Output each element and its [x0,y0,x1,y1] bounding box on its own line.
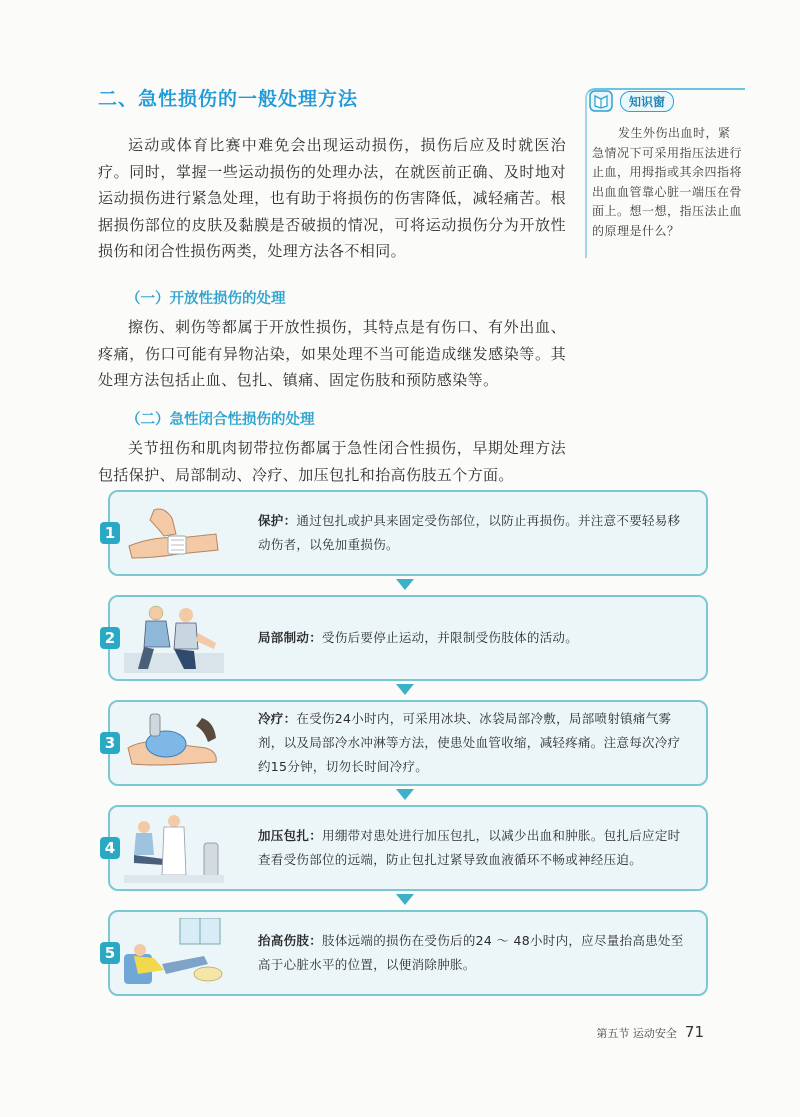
step-description: 用绷带对患处进行加压包扎，以减少出血和肿胀。包扎后应定时查看受伤部位的远端，防止包扎过紧导致血液循环不畅或神经压迫。 [258,828,681,867]
open-injury-text: 擦伤、刺伤等都属于开放性损伤，其特点是有伤口、有外出血、疼痛，伤口可能有异物沾染，如果处理不当可能造成继发感染等。其处理方法包括止血、包扎、镇痛、固定伤肢和预防感染等。 [98,318,566,389]
down-arrow-icon [396,789,414,800]
step-text [258,626,690,650]
step-text [258,824,690,872]
step-protection [104,490,708,576]
step-compression [104,805,708,891]
down-arrow-icon [396,684,414,695]
step-description: 受伤后要停止运动，并限制受伤肢体的活动。 [322,630,579,645]
step-number-badge: 4 [100,837,120,859]
step-number-badge: 2 [100,627,120,649]
wrist-bandage-illustration [124,498,224,568]
step-number-badge: 5 [100,942,120,964]
page-number: 71 [684,1023,704,1041]
step-number-badge: 1 [100,522,120,544]
step-label: 局部制动： [258,630,323,645]
closed-injury-title: （二）急性闭合性损伤的处理 [126,412,315,428]
step-label: 保护： [258,513,297,528]
step-number-badge: 3 [100,732,120,754]
closed-injury-text: 关节扭伤和肌肉韧带拉伤都属于急性闭合性损伤，早期处理方法包括保护、局部制动、冷疗、加压包扎和抬高伤肢五个方面。 [98,439,566,484]
knowledge-window-text: 发生外伤出血时，紧急情况下可采用指压法进行止血，用拇指或其余四指将出血血管靠心脏一端压在骨面上。想一想，指压法止血的原理是什么？ [592,126,743,238]
step-label: 冷疗： [258,711,297,726]
open-injury-title: （一）开放性损伤的处理 [126,291,286,307]
doctor-bandaging-illustration [124,813,224,883]
down-arrow-icon [396,894,414,905]
helping-injured-person-illustration [124,603,224,673]
page-footer [596,1023,704,1041]
step-immobilization [104,595,708,681]
step-label: 加压包扎： [258,828,323,843]
step-text [258,707,690,779]
intro-paragraph: 运动或体育比赛中难免会出现运动损伤，损伤后应及时就医治疗。同时，掌握一些运动损伤的处理办法，在就医前正确、及时地对运动损伤进行紧急处理，也有助于将损伤的伤害降低，减轻痛苦。根据损伤部位的皮肤及黏膜是否破损的情况，可将运动损伤分为开放性损伤和闭合性损伤两类，处理方法各不相同。 [98,136,566,260]
knowledge-window-title: 知识窗 [620,91,674,112]
step-cold-therapy [104,700,708,786]
elevated-leg-rest-illustration [124,918,224,988]
step-elevation [104,910,708,996]
ice-pack-foot-illustration [124,708,224,778]
step-description: 肢体远端的损伤在受伤后的24 ～ 48小时内，应尽量抬高患处至高于心脏水平的位置，以便消除肿胀。 [258,933,684,972]
step-description: 在受伤24小时内，可采用冰块、冰袋局部冷敷，局部喷射镇痛气雾剂，以及局部冷水冲淋等方法，使患处血管收缩，减轻疼痛。注意每次冷疗约15分钟，切勿长时间冷疗。 [258,711,681,774]
section-title: 二、急性损伤的一般处理方法 [98,88,359,110]
footer-section-label: 第五节 运动安全 [596,1027,677,1040]
book-icon [588,90,614,112]
step-description: 通过包扎或护具来固定受伤部位，以防止再损伤。并注意不要轻易移动伤者，以免加重损伤。 [258,513,681,552]
step-text [258,929,690,977]
down-arrow-icon [396,579,414,590]
step-label: 抬高伤肢： [258,933,323,948]
step-text [258,509,690,557]
